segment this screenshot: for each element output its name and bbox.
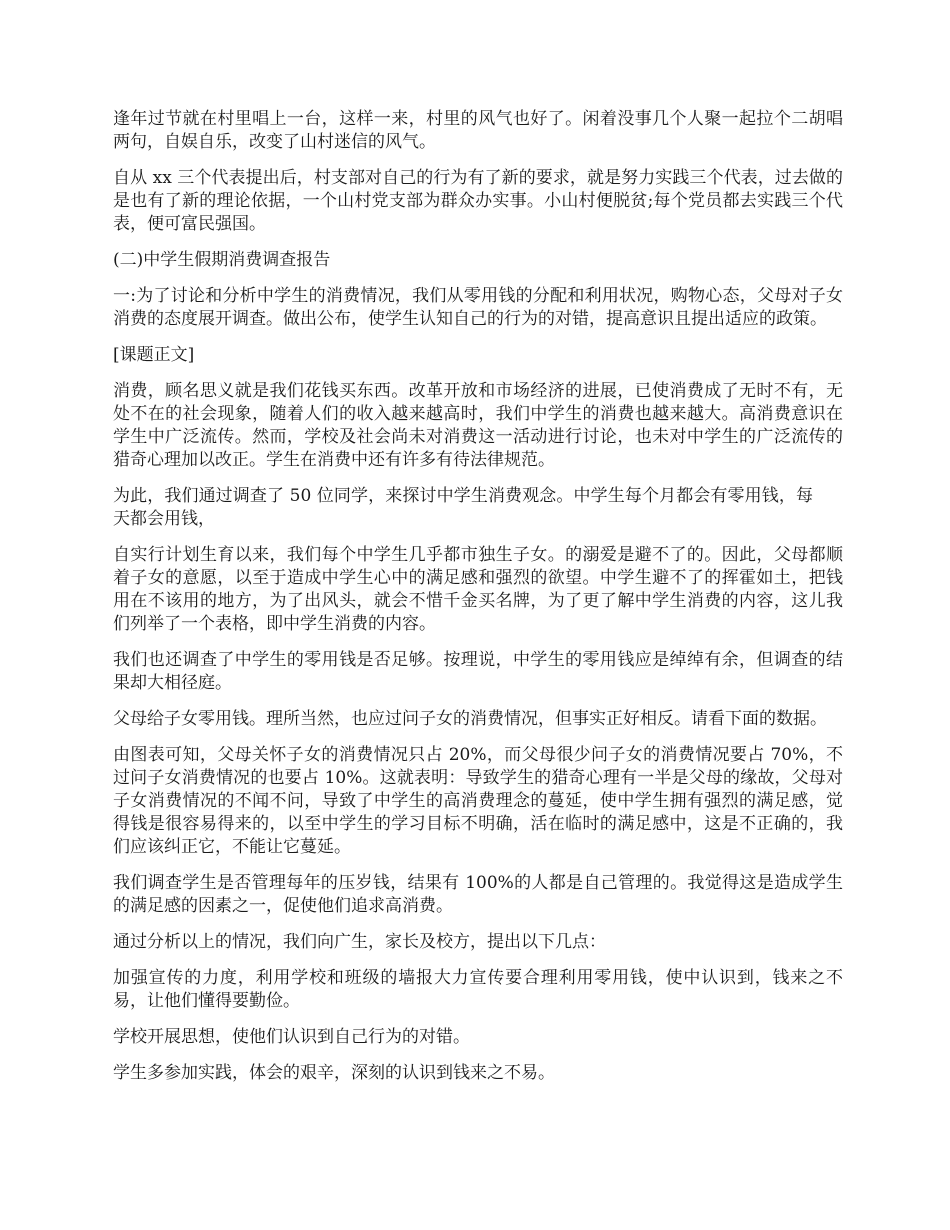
section-label: [课题正文] bbox=[113, 345, 195, 365]
document-body bbox=[113, 108, 843, 1098]
paragraph: 通过分析以上的情况，我们向广生，家长及校方，提出以下几点： bbox=[113, 932, 606, 952]
paragraph: 学生多参加实践，体会的艰辛，深刻的认识到钱来之不易。 bbox=[113, 1063, 555, 1083]
paragraph: 自从 xx 三个代表提出后，村支部对自己的行为有了新的要求，就是努力实践三个代表，过去做的是也有了新的理论依据，一个山村党支部为群众办实事。小山村便脱贫;每个党员都去实践三个代表，便可富民强国。 bbox=[113, 168, 843, 234]
paragraph: 逢年过节就在村里唱上一台，这样一来，村里的风气也好了。闲着没事几个人聚一起拉个二胡唱两句，自娱自乐，改变了山村迷信的风气。 bbox=[113, 109, 843, 152]
paragraph: 加强宣传的力度，利用学校和班级的墙报大力宣传要合理利用零用钱，使中认识到，钱来之不易，让他们懂得要勤俭。 bbox=[113, 968, 843, 1011]
paragraph: 我们调查学生是否管理每年的压岁钱，结果有 100%的人都是自己管理的。我觉得这是造成学生的满足感的因素之一，促使他们追求高消费。 bbox=[113, 873, 843, 916]
paragraph: 我们也还调查了中学生的零用钱是否足够。按理说，中学生的零用钱应是绰绰有余，但调查的结果却大相径庭。 bbox=[113, 650, 843, 693]
paragraph: 一:为了讨论和分析中学生的消费情况，我们从零用钱的分配和利用状况，购物心态，父母对子女消费的态度展开调查。做出公布，使学生认知自己的行为的对错，提高意识且提出适应的政策。 bbox=[113, 286, 843, 329]
section-heading: (二)中学生假期消费调查报告 bbox=[113, 250, 331, 270]
paragraph: 为此，我们通过调查了 50 位同学，来探讨中学生消费观念。中学生每个月都会有零用钱，每天都会用钱， bbox=[113, 486, 813, 529]
paragraph: 消费，顾名思义就是我们花钱买东西。改革开放和市场经济的进展，已使消费成了无时不有，无处不在的社会现象，随着人们的收入越来越高时，我们中学生的消费也越来越大。高消费意识在学生中广泛流传。然而，学校及社会尚未对消费这一活动进行讨论，也未对中学生的广泛流传的猎奇心理加以改正。学生在消费中还有许多有待法律规范。 bbox=[113, 381, 843, 470]
paragraph: 父母给子女零用钱。理所当然，也应过问子女的消费情况，但事实正好相反。请看下面的数据。 bbox=[113, 709, 827, 729]
paragraph: 由图表可知，父母关怀子女的消费情况只占 20%，而父母很少问子女的消费情况要占 70%，不过问子女消费情况的也要占 10%。这就表明：导致学生的猎奇心理有一半是父母的缘故，父母对子女消费情况的不闻不问，导致了中学生的高消费理念的蔓延，使中学生拥有强烈的满足感，觉得钱是很容易得来的，以至中学生的学习目标不明确，活在临时的满足感中，这是不正确的，我们应该纠正它，不能让它蔓延。 bbox=[113, 745, 843, 857]
paragraph: 学校开展思想，使他们认识到自己行为的对错。 bbox=[113, 1027, 470, 1047]
paragraph: 自实行计划生育以来，我们每个中学生几乎都市独生子女。的溺爱是避不了的。因此，父母都顺着子女的意愿，以至于造成中学生心中的满足感和强烈的欲望。中学生避不了的挥霍如土，把钱用在不该用的地方，为了出风头，就会不惜千金买名牌，为了更了解中学生消费的内容，这儿我们列举了一个表格，即中学生消费的内容。 bbox=[113, 545, 843, 634]
